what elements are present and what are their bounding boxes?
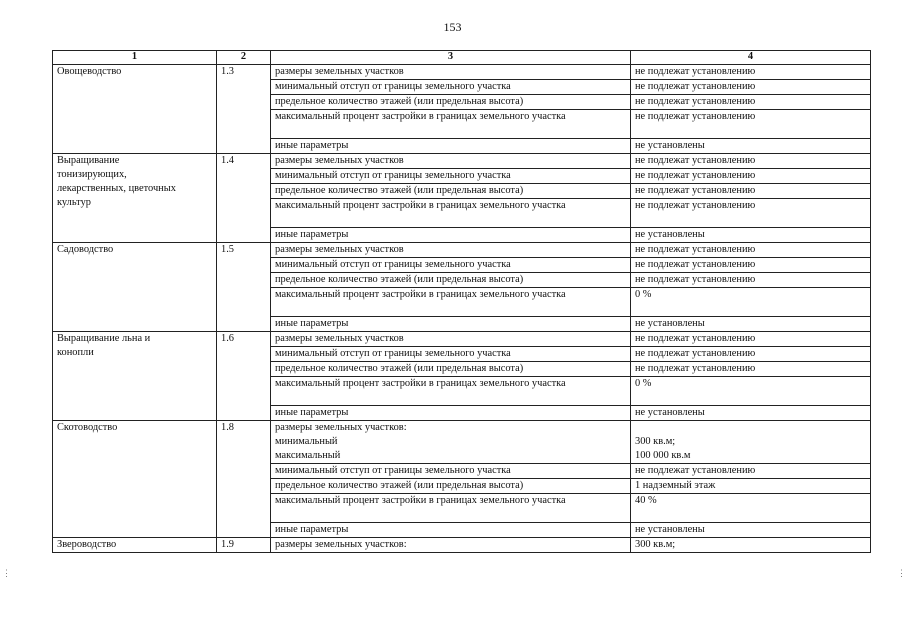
- parameter-name: иные параметры: [271, 406, 631, 421]
- parameter-value: не подлежат установлению: [631, 80, 871, 95]
- land-use-category: Овощеводство: [53, 65, 217, 154]
- column-header-4: 4: [631, 51, 871, 65]
- parameter-value: 0 %: [631, 377, 871, 406]
- parameter-name: иные параметры: [271, 317, 631, 332]
- parameter-name: иные параметры: [271, 228, 631, 243]
- land-use-code: 1.5: [217, 243, 271, 332]
- parameter-name: максимальный процент застройки в границах земельного участка: [271, 377, 631, 406]
- table-row: [53, 243, 871, 258]
- parameter-name: минимальный отступ от границы земельного участка: [271, 169, 631, 184]
- scan-edge-mark-left: ⋮: [2, 568, 11, 578]
- table-row: [53, 421, 871, 464]
- parameter-name: максимальный процент застройки в границах земельного участка: [271, 288, 631, 317]
- parameter-value: 300 кв.м;: [631, 538, 871, 553]
- parameter-value: не подлежат установлению: [631, 464, 871, 479]
- land-use-code: 1.9: [217, 538, 271, 553]
- parameter-name: размеры земельных участков: минимальный максимальный: [271, 421, 631, 464]
- column-header-2: 2: [217, 51, 271, 65]
- land-use-code: 1.6: [217, 332, 271, 421]
- parameter-name: максимальный процент застройки в границах земельного участка: [271, 494, 631, 523]
- land-use-category: Садоводство: [53, 243, 217, 332]
- parameter-value: не подлежат установлению: [631, 332, 871, 347]
- column-header-3: 3: [271, 51, 631, 65]
- parameter-value: не подлежат установлению: [631, 258, 871, 273]
- land-use-code: 1.8: [217, 421, 271, 538]
- parameter-name: предельное количество этажей (или предельная высота): [271, 362, 631, 377]
- land-use-code: 1.4: [217, 154, 271, 243]
- parameter-name: предельное количество этажей (или предельная высота): [271, 273, 631, 288]
- parameter-name: размеры земельных участков: [271, 332, 631, 347]
- parameter-value: не подлежат установлению: [631, 273, 871, 288]
- parameter-name: размеры земельных участков: [271, 65, 631, 80]
- table-row: [53, 154, 871, 169]
- parameter-name: предельное количество этажей (или предельная высота): [271, 184, 631, 199]
- parameter-value: 0 %: [631, 288, 871, 317]
- table-body: [53, 65, 871, 553]
- parameter-name: предельное количество этажей (или предельная высота): [271, 95, 631, 110]
- parameter-name: иные параметры: [271, 139, 631, 154]
- parameter-name: предельное количество этажей (или предельная высота): [271, 479, 631, 494]
- table-row: [53, 538, 871, 553]
- parameter-value: не установлены: [631, 139, 871, 154]
- land-use-category: Скотоводство: [53, 421, 217, 538]
- parameter-value: не подлежат установлению: [631, 347, 871, 362]
- page-number: 153: [443, 20, 462, 34]
- parameter-name: максимальный процент застройки в границах земельного участка: [271, 110, 631, 139]
- parameter-name: минимальный отступ от границы земельного участка: [271, 258, 631, 273]
- parameter-value: не подлежат установлению: [631, 110, 871, 139]
- parameter-value: 40 %: [631, 494, 871, 523]
- parameter-value: не подлежат установлению: [631, 199, 871, 228]
- land-use-category: Выращивание тонизирующих, лекарственных, цветочных культур: [53, 154, 217, 243]
- parameter-name: минимальный отступ от границы земельного участка: [271, 464, 631, 479]
- parameter-value: не установлены: [631, 228, 871, 243]
- land-use-code: 1.3: [217, 65, 271, 154]
- table-row: [53, 65, 871, 80]
- parameter-value: не установлены: [631, 317, 871, 332]
- parameter-value: не подлежат установлению: [631, 243, 871, 258]
- parameter-value: не подлежат установлению: [631, 184, 871, 199]
- parameter-name: минимальный отступ от границы земельного участка: [271, 80, 631, 95]
- parameter-value: 1 надземный этаж: [631, 479, 871, 494]
- table-row: [53, 332, 871, 347]
- table-header-row: [53, 51, 871, 65]
- parameter-value: не подлежат установлению: [631, 169, 871, 184]
- land-use-category: Звероводство: [53, 538, 217, 553]
- parameter-value: не подлежат установлению: [631, 362, 871, 377]
- scan-edge-mark-right: ⋮: [897, 568, 906, 578]
- parameter-name: размеры земельных участков:: [271, 538, 631, 553]
- parameter-name: минимальный отступ от границы земельного участка: [271, 347, 631, 362]
- parameter-value: 300 кв.м; 100 000 кв.м: [631, 421, 871, 464]
- column-header-1: 1: [53, 51, 217, 65]
- parameter-name: максимальный процент застройки в границах земельного участка: [271, 199, 631, 228]
- parameter-value: не установлены: [631, 523, 871, 538]
- parameter-value: не подлежат установлению: [631, 95, 871, 110]
- land-use-category: Выращивание льна и конопли: [53, 332, 217, 421]
- parameter-name: размеры земельных участков: [271, 154, 631, 169]
- regulations-table: [52, 50, 871, 553]
- parameter-name: размеры земельных участков: [271, 243, 631, 258]
- parameter-value: не подлежат установлению: [631, 154, 871, 169]
- parameter-name: иные параметры: [271, 523, 631, 538]
- parameter-value: не подлежат установлению: [631, 65, 871, 80]
- parameter-value: не установлены: [631, 406, 871, 421]
